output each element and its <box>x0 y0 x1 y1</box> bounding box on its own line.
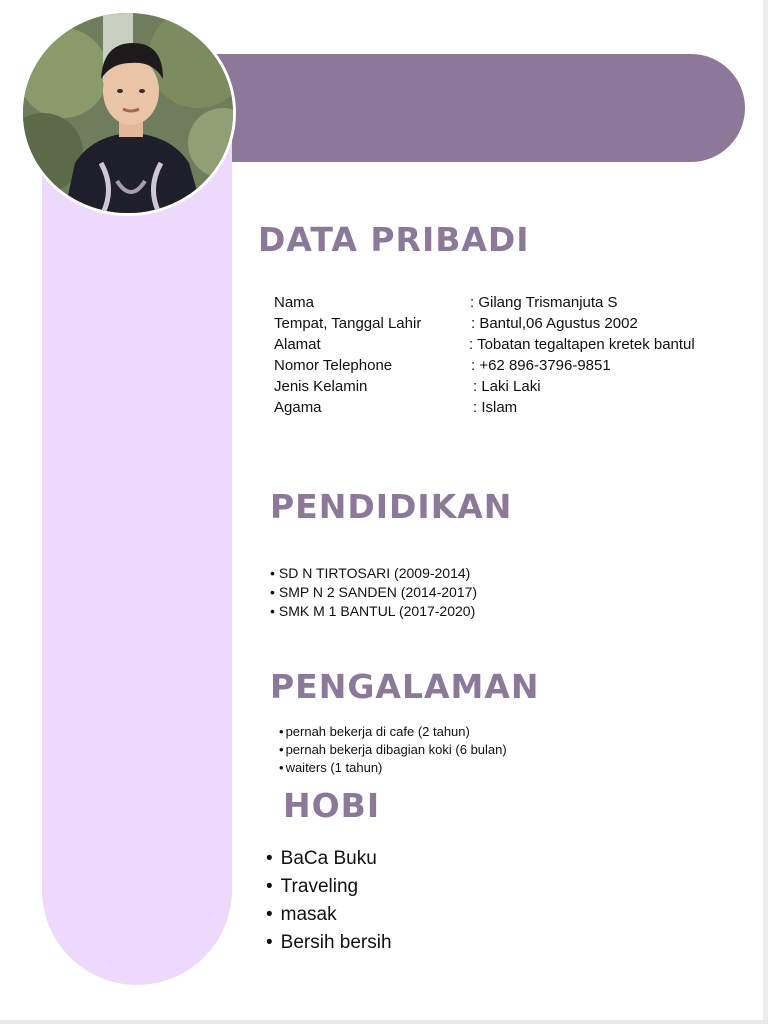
list-item: • pernah bekerja dibagian koki (6 bulan) <box>279 741 507 759</box>
info-label: Nomor Telephone <box>274 357 393 374</box>
section-title-hobi: HOBI <box>283 786 381 825</box>
info-value: : Bantul,06 Agustus 2002 <box>471 315 638 332</box>
experience-list <box>279 723 507 777</box>
info-value: : Tobatan tegaltapen kretek bantul <box>469 336 695 353</box>
list-item: • Traveling <box>266 873 392 901</box>
page-bottom-edge <box>0 1020 768 1024</box>
info-label: Agama <box>274 399 322 416</box>
info-label: Tempat, Tanggal Lahir <box>274 315 422 332</box>
list-item: • waiters (1 tahun) <box>279 759 507 777</box>
list-item: • SMP N 2 SANDEN (2014-2017) <box>270 583 477 602</box>
list-item: • pernah bekerja di cafe (2 tahun) <box>279 723 507 741</box>
page-edge <box>763 0 768 1024</box>
education-list <box>270 564 477 621</box>
section-title-pengalaman: PENGALAMAN <box>270 667 540 706</box>
section-title-data-pribadi: DATA PRIBADI <box>258 220 530 259</box>
list-item: • Bersih bersih <box>266 929 392 957</box>
profile-photo <box>20 10 236 216</box>
info-value: : Laki Laki <box>473 378 541 395</box>
info-label: Nama <box>274 294 315 311</box>
sidebar-strip <box>42 110 232 985</box>
info-value: : Islam <box>473 399 518 416</box>
list-item: • masak <box>266 901 392 929</box>
list-item: • SMK M 1 BANTUL (2017-2020) <box>270 602 477 621</box>
info-value: : Gilang Trismanjuta S <box>470 294 618 311</box>
info-label: Jenis Kelamin <box>274 378 368 395</box>
list-item: • SD N TIRTOSARI (2009-2014) <box>270 564 477 583</box>
header-bar <box>205 54 745 162</box>
list-item: • BaCa Buku <box>266 845 392 873</box>
info-value: : +62 896-3796-9851 <box>471 357 611 374</box>
hobby-list <box>266 845 392 957</box>
info-label: Alamat <box>274 336 321 353</box>
section-title-pendidikan: PENDIDIKAN <box>270 487 513 526</box>
